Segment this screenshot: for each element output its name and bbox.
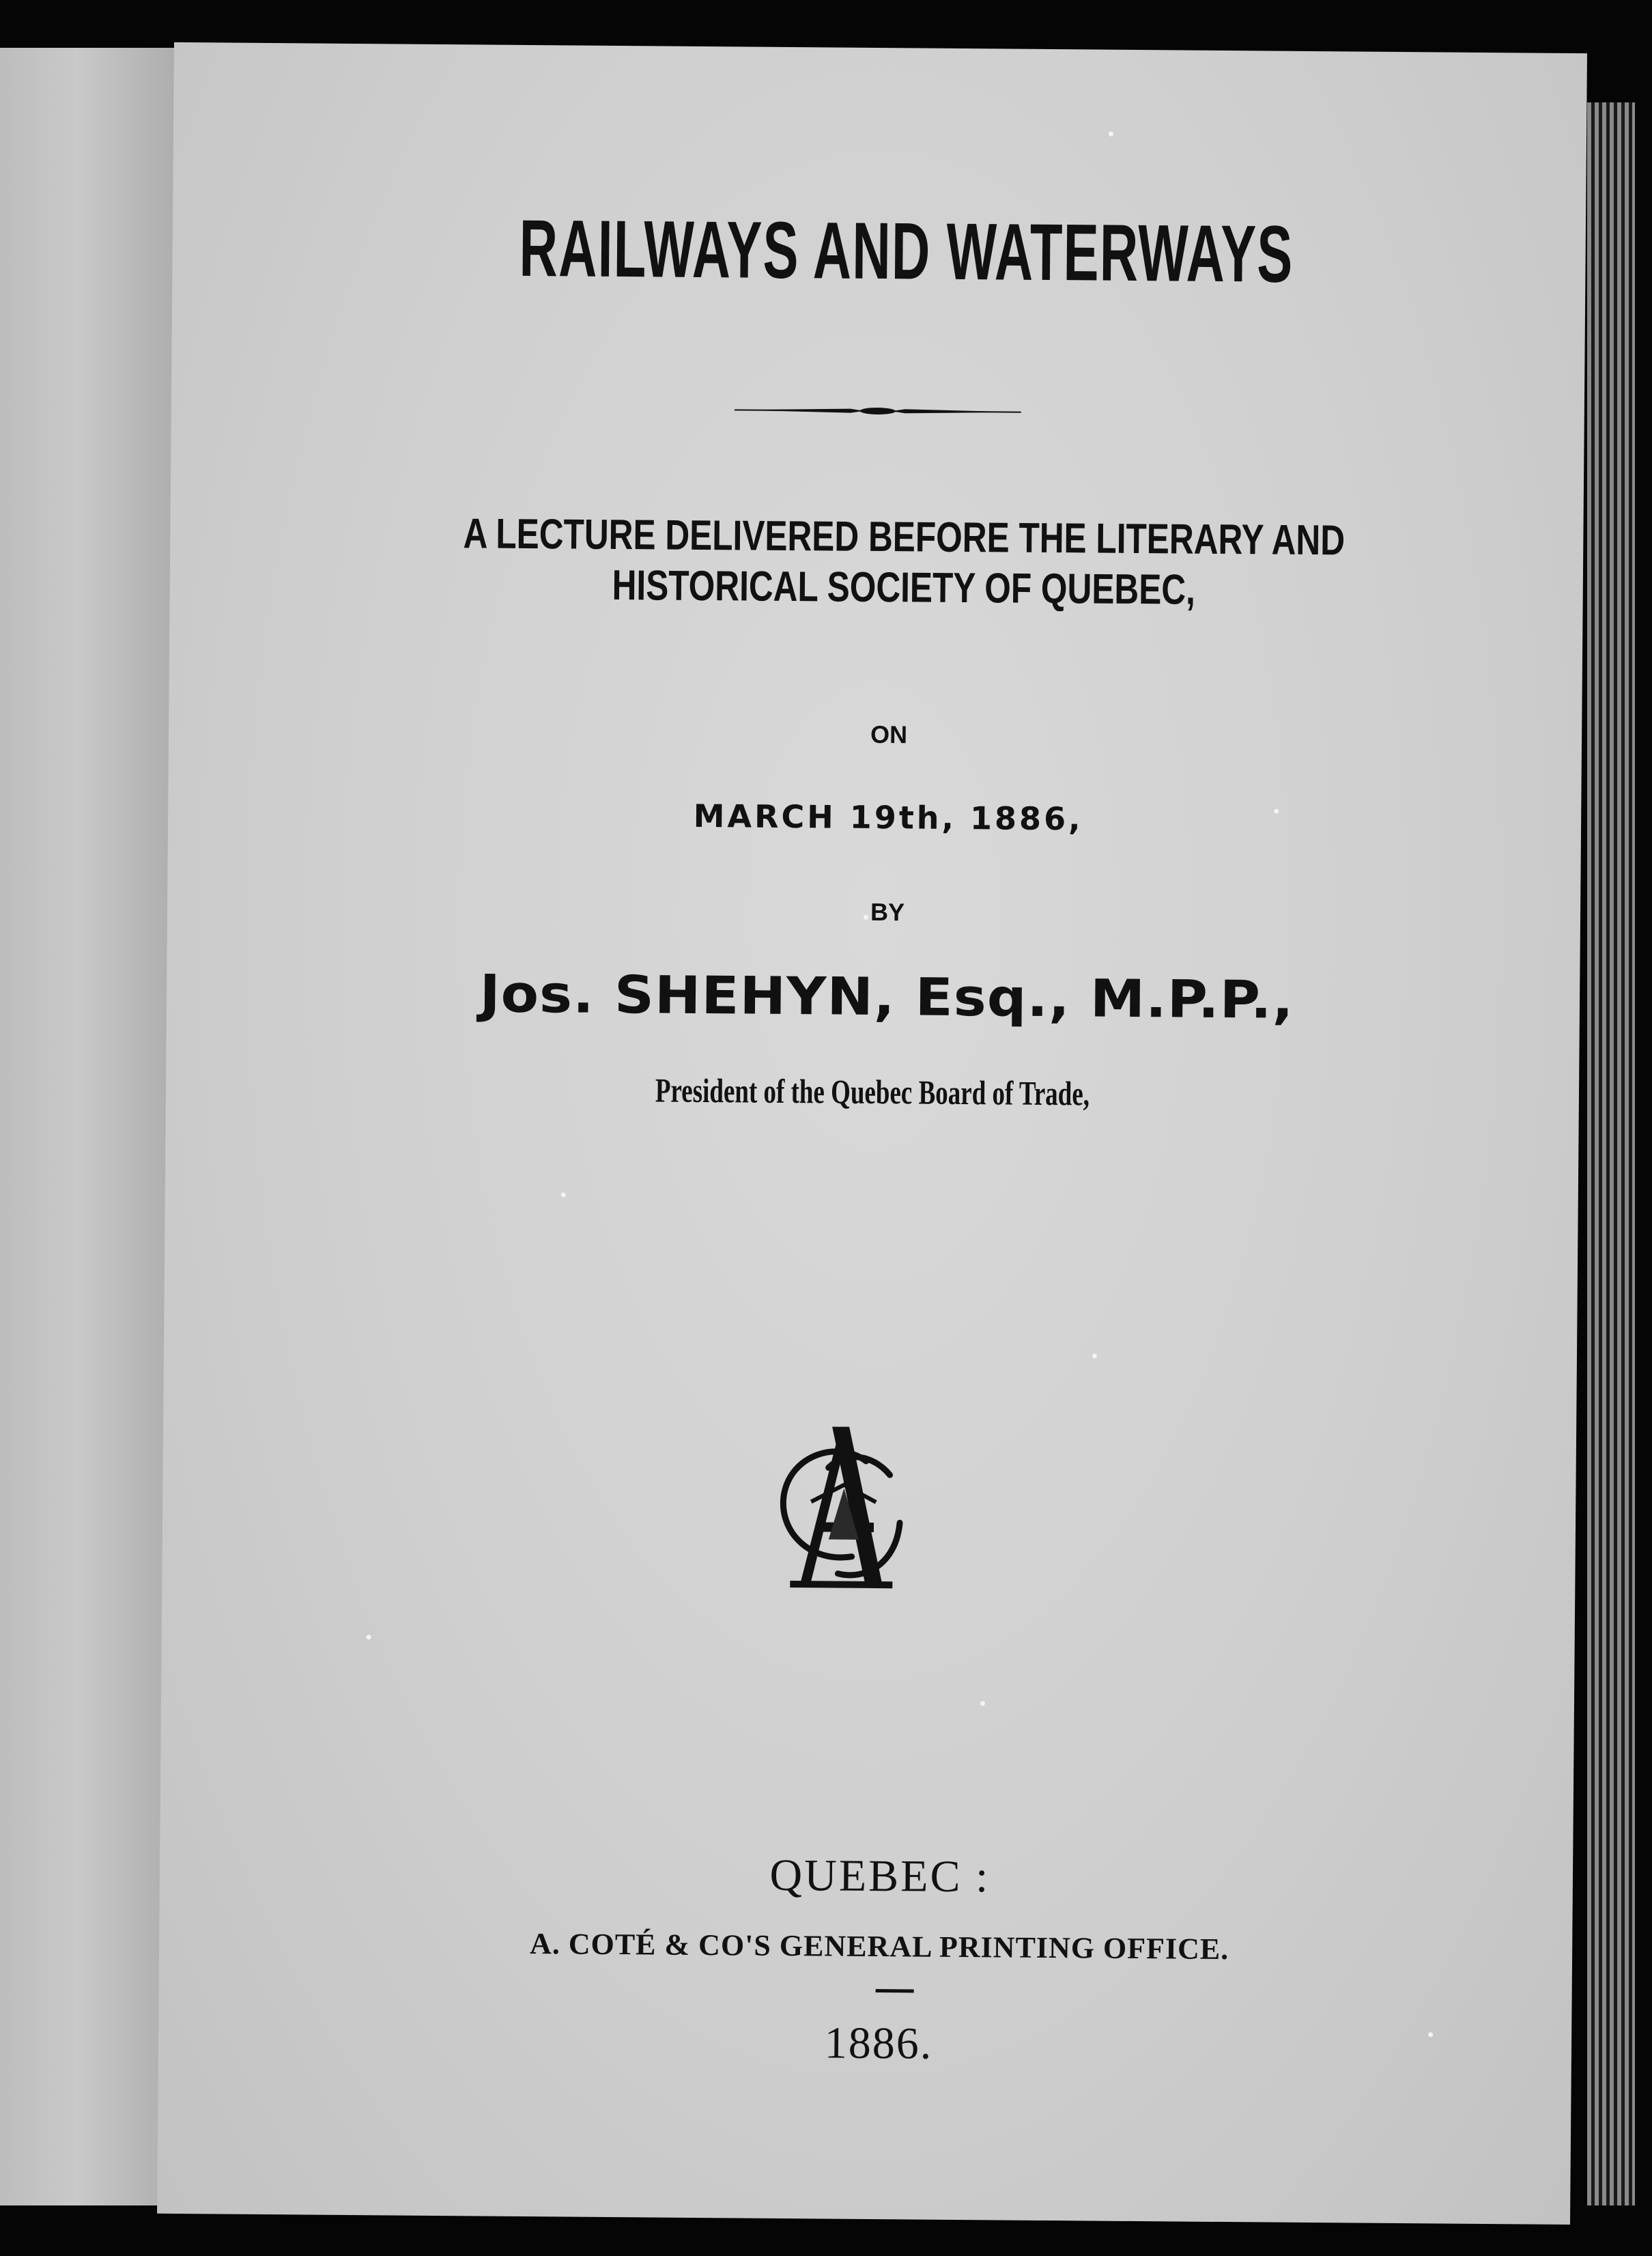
ornamental-rule (735, 405, 1021, 417)
paper-speck (980, 1701, 985, 1706)
paper-speck (1092, 1353, 1097, 1358)
author-role: President of the Quebec Board of Trade, (655, 1071, 1090, 1113)
imprint-place: QUEBEC : (769, 1850, 991, 1902)
page-edges (1587, 102, 1635, 2205)
title-page (157, 42, 1587, 2225)
paper-speck (1274, 809, 1279, 814)
paper-speck (561, 1192, 566, 1197)
subtitle-line-1: A LECTURE DELIVERED BEFORE THE LITERARY AND (463, 510, 1345, 565)
paper-speck (367, 1635, 371, 1639)
paper-speck (864, 915, 868, 920)
imprint-printer: A. COTÉ & CO'S GENERAL PRINTING OFFICE. (529, 1927, 1229, 1966)
by-label: BY (870, 897, 905, 927)
imprint-divider (876, 1989, 914, 1992)
paper-speck (1109, 132, 1113, 137)
printer-monogram (763, 1420, 921, 1592)
book-title: RAILWAYS AND WATERWAYS (519, 203, 1294, 300)
imprint-year: 1886. (824, 2018, 933, 2069)
author-name: Jos. SHEHYN, Esq., M.P.P., (479, 963, 1294, 1030)
lecture-date: MARCH 19th, 1886, (693, 797, 1083, 838)
subtitle-line-2: HISTORICAL SOCIETY OF QUEBEC, (612, 561, 1196, 614)
on-label: ON (870, 720, 908, 749)
subtitle (339, 508, 1470, 618)
paper-speck (1428, 2032, 1433, 2037)
